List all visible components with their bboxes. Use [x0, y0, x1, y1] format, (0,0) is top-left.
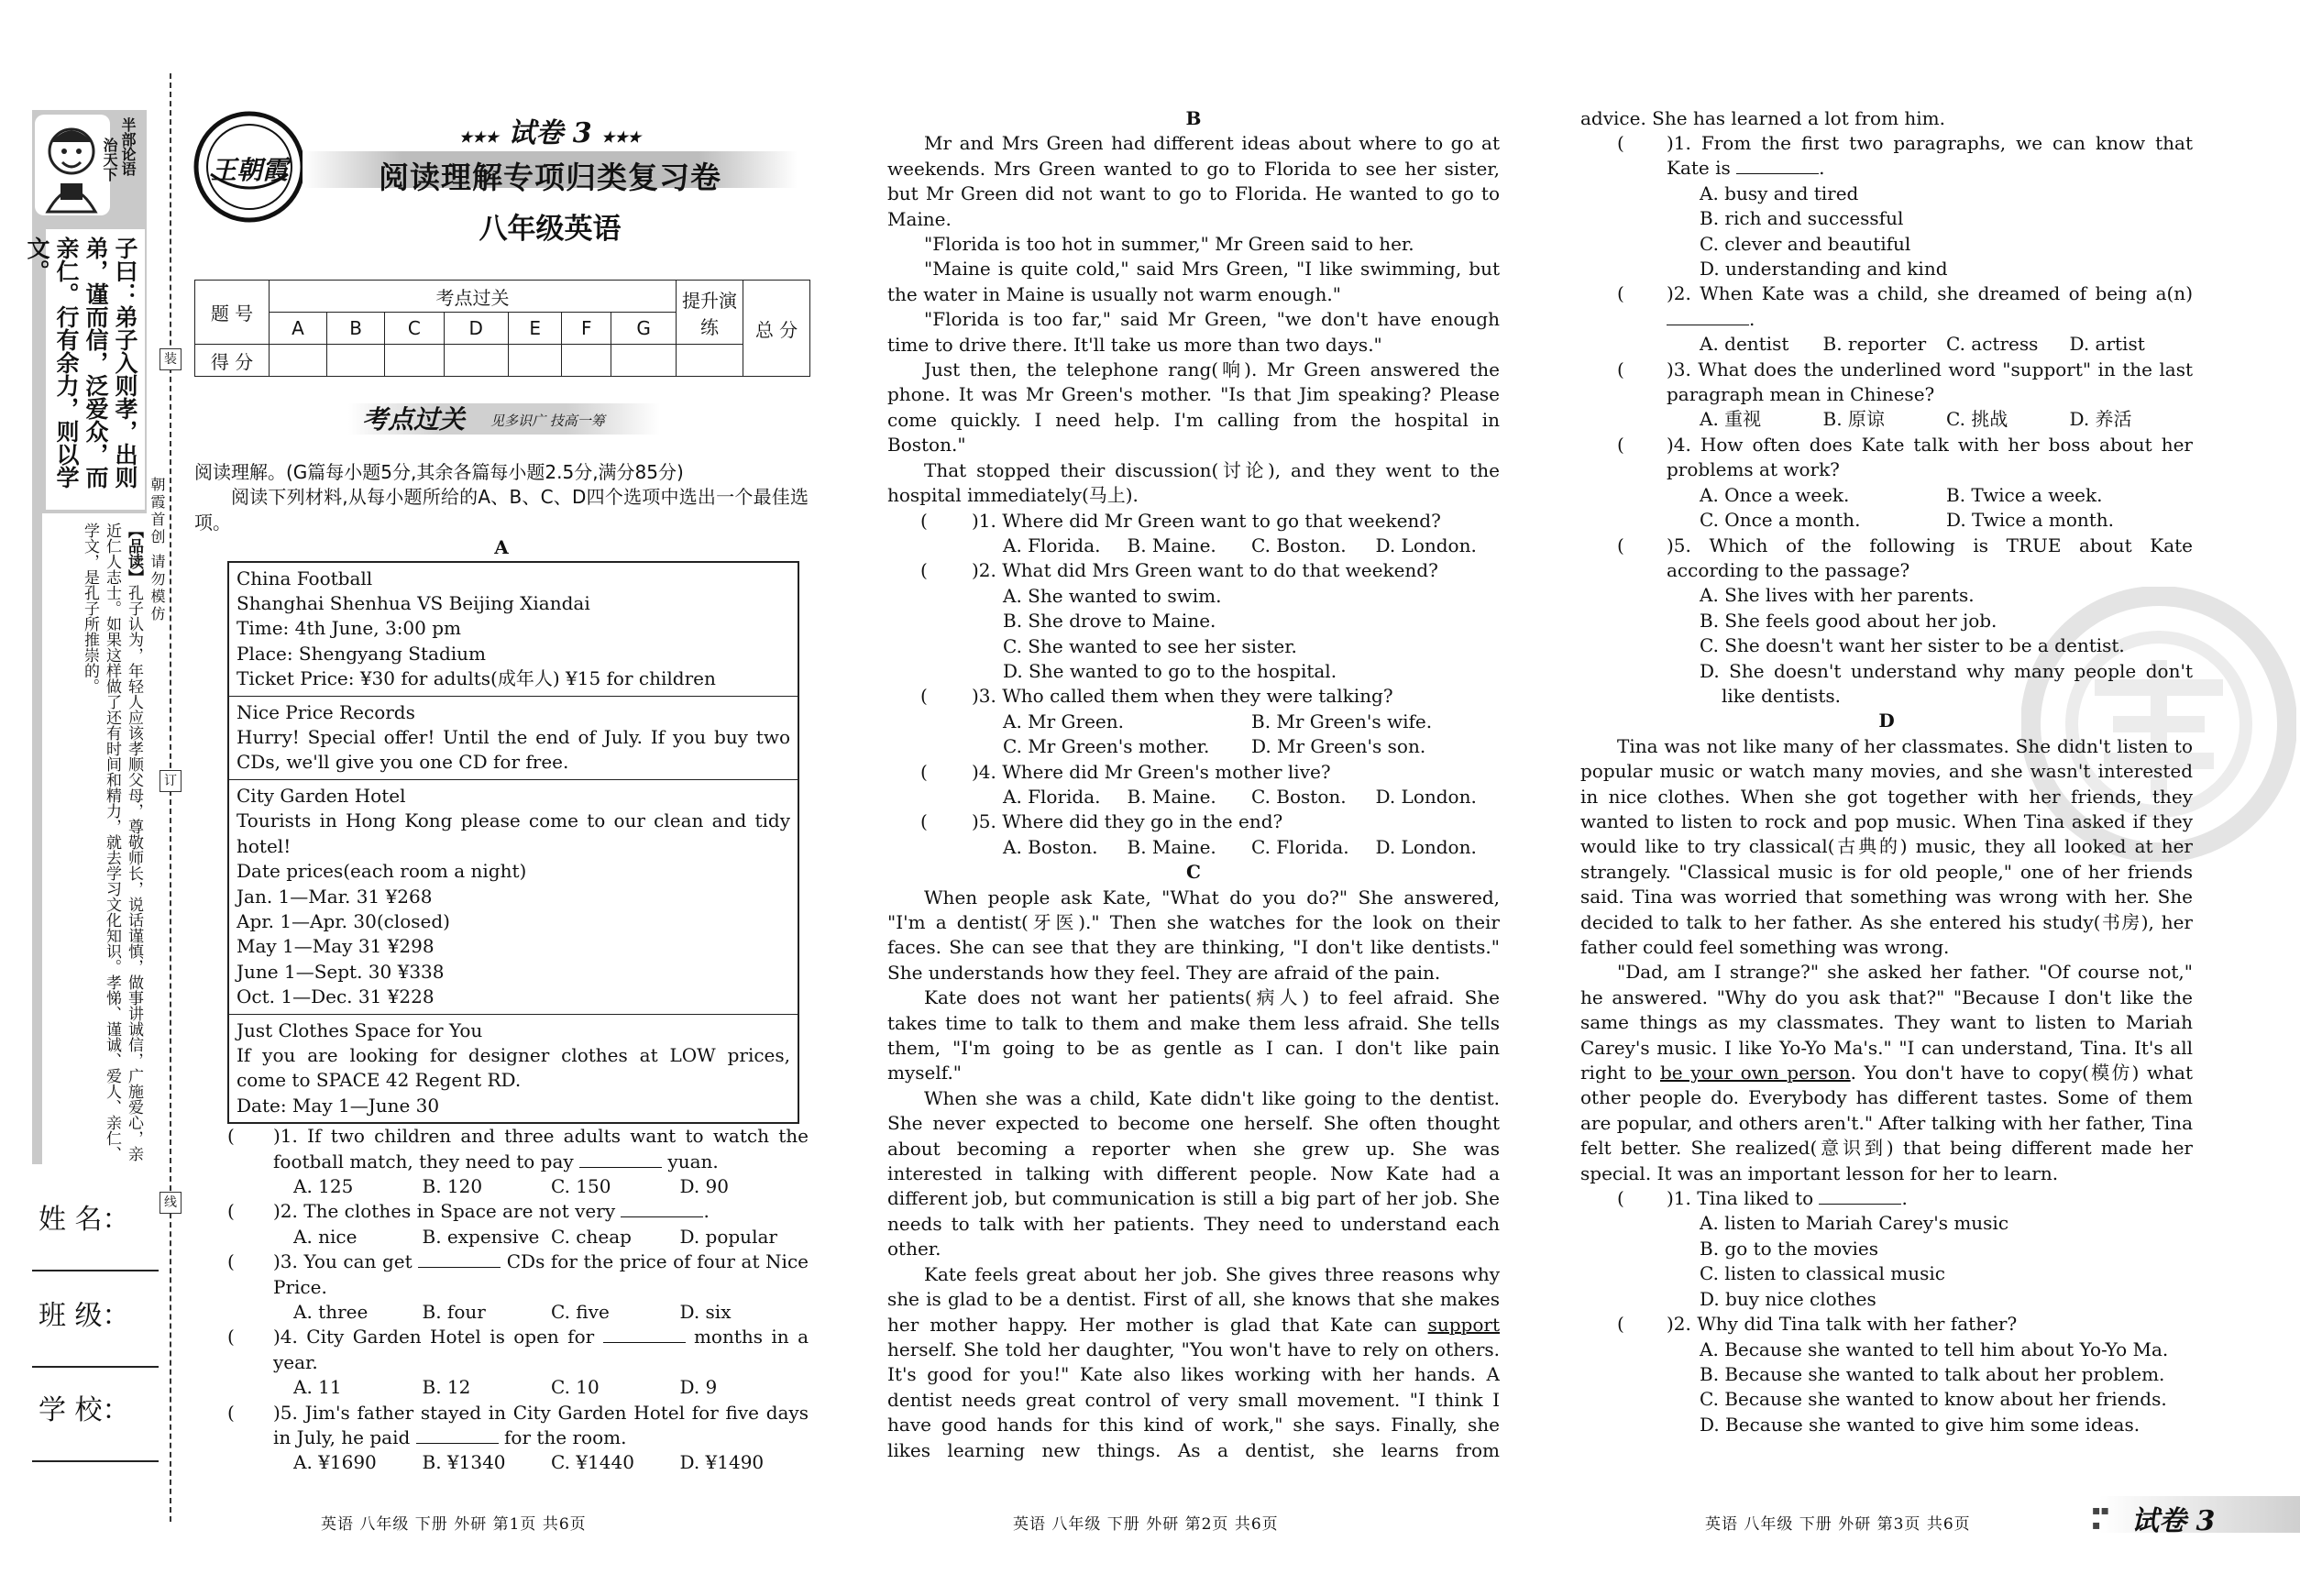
passage-b-label: B	[1185, 107, 1202, 129]
options: A. She lives with her parents. B. She feels good about her job. C. She doesn't want her sister to be a dentist. D. She doesn't understand why many people don't like dentists.	[1700, 584, 2193, 707]
options: A. Florida. B. Maine. C. Boston. D. London.	[1003, 785, 1477, 808]
passage-d-para-2: "Dad, am I strange?" she asked her father. "Of course not," he answered. "Why do you ask that?" "Because I don't like the same things as my classmates. They want to listen to Mariah Carey's music. I like Yo-Yo Ma's." "I can understand, Tina. It's all right to be your own person. You don't have to copy(模仿) what other people do. Everybody has different tastes. Some of them are popular, and others aren't." After talking with her father, Tina felt better. She realized(意识到) that being different made her special. It was an important lesson for her to learn.	[1580, 961, 2193, 1184]
passage-c-para: Kate does not want her patients(病人) to feel afraid. She takes time to talk to them and make them less afraid. She tells them, "I'm going to be as gentle as I can. I don't like pain myself."	[887, 986, 1500, 1084]
row-label-question-no: 题 号	[195, 281, 270, 345]
answer-slot[interactable]: (	[920, 685, 928, 708]
passage-d-label: D	[1878, 710, 1895, 732]
answer-slot[interactable]: (	[1617, 358, 1624, 380]
answer-slot[interactable]: (	[920, 760, 928, 783]
col-b: B	[327, 313, 385, 345]
options: A. Mr Green. B. Mr Green's wife.	[1003, 710, 1433, 732]
options: A. busy and tired B. rich and successful C. clever and beautiful D. understanding and kind	[1700, 182, 1948, 281]
ad-hotel: City Garden Hotel Tourists in Hong Kong please come to our clean and tidy hotel! Date prices(each room a night) Jan. 1—Mar. 31 ¥268 Apr. 1—Apr. 30(closed) May 1—May 31 ¥298 June 1—Sept. 30 ¥338 Oct. 1—Dec. 31 ¥228	[229, 780, 798, 1015]
question: ( )3. Who called them when they were talking?	[920, 684, 1500, 709]
answer-slot[interactable]: (	[227, 1125, 235, 1148]
answer-blank[interactable]	[579, 1150, 662, 1168]
class-field[interactable]	[32, 1366, 159, 1368]
answer-slot[interactable]: (	[227, 1250, 235, 1273]
answer-blank[interactable]	[603, 1326, 686, 1343]
passage-b-para: "Maine is quite cold," said Mrs Green, "I like swimming, but the water in Maine is usually not warm enough."	[887, 258, 1500, 305]
answer-blank[interactable]	[1667, 308, 1749, 325]
options: A. She wanted to swim. B. She drove to Maine. C. She wanted to see her sister. D. She wanted to go to the hospital.	[1003, 584, 1337, 682]
binding-mark-3: 线	[160, 1192, 182, 1214]
analects-commentary: 【品读】孔子认为，年轻人应该孝顺父母，尊敬师长，说话谨慎，做事讲诚信，广施爱心，亲近仁人志士。如果这样做了还有时间和精力，就去学习文化知识。孝悌、谨诚、爱人、亲仁、学文，是孔子所推崇的。	[42, 513, 149, 1173]
col-a: A	[270, 313, 327, 345]
name-field[interactable]	[32, 1270, 159, 1271]
passage-b-para: That stopped their discussion(讨论), and they went to the hospital immediately(马上).	[887, 458, 1500, 507]
answer-slot[interactable]: (	[1617, 282, 1624, 305]
ad-box	[227, 561, 799, 1125]
col-g: G	[611, 313, 677, 345]
footer-tag: 试卷 3	[2131, 1505, 2216, 1537]
answer-slot[interactable]: (	[1617, 132, 1624, 154]
column-1	[194, 460, 809, 1476]
score-cell[interactable]	[444, 345, 508, 377]
row-label-score: 得 分	[195, 345, 270, 377]
star-icon: ★★★	[458, 128, 499, 146]
ad-clothes: Just Clothes Space for You If you are looking for designer clothes at LOW prices, come to SPACE 42 Regent RD. Date: May 1—June 30	[237, 1018, 790, 1117]
score-cell[interactable]	[327, 345, 385, 377]
answer-blank[interactable]	[1819, 1187, 1901, 1205]
logo-text: 王朝霞	[210, 155, 288, 185]
question: ( )1. Tina liked to .	[1617, 1186, 2193, 1211]
options: C. Once a month. D. Twice a month.	[1700, 509, 2115, 532]
question: ( )2. When Kate was a child, she dreamed of being a(n) .	[1617, 281, 2193, 332]
score-cell[interactable]	[270, 345, 327, 377]
answer-slot[interactable]: (	[1617, 1187, 1624, 1210]
question: ( )5. Where did they go in the end?	[920, 809, 1500, 834]
passage-b-questions	[920, 509, 1500, 861]
col-c: C	[385, 313, 444, 345]
footer-page-2: 英语 八年级 下册 外研 第2页 共6页	[1013, 1515, 1279, 1534]
question: ( )4. How often does Kate talk with her boss about her problems at work?	[1617, 433, 2193, 483]
footer-tag-dots: ▪▪ ▪	[2092, 1503, 2109, 1533]
options: A. 重视 B. 原谅 C. 挑战 D. 养活	[1700, 408, 2132, 431]
col-f: F	[562, 313, 611, 345]
practice-label: 提升演练	[677, 281, 743, 345]
ad-records: Nice Price Records Hurry! Special offer! Until the end of July. If you buy two CDs, we'll give you one CD for free.	[229, 697, 798, 780]
school-label: 学 校：	[39, 1394, 130, 1426]
options: A. Florida. B. Maine. C. Boston. D. London.	[1003, 534, 1477, 556]
options: A. 125 B. 120 C. 150 D. 90	[293, 1174, 729, 1197]
question: ( )1. Where did Mr Green want to go that weekend?	[920, 509, 1500, 534]
question: ( )5. Which of the following is TRUE about Kate according to the passage?	[1617, 534, 2193, 584]
answer-blank[interactable]	[418, 1250, 501, 1268]
question: ( )1. From the first two paragraphs, we can know that Kate is .	[1617, 131, 2193, 182]
underlined-word: support	[1427, 1313, 1500, 1336]
passage-d-questions	[1617, 1186, 2193, 1437]
page-title: 阅读理解专项归类复习卷	[379, 160, 721, 195]
score-cell[interactable]	[562, 345, 611, 377]
answer-blank[interactable]	[416, 1426, 499, 1444]
question: ( )3. You can get CDs for the price of four at Nice Price.	[227, 1249, 809, 1300]
options: A. three B. four C. five D. six	[293, 1301, 732, 1323]
answer-slot[interactable]: (	[920, 559, 928, 582]
score-table	[194, 280, 810, 377]
answer-slot[interactable]: (	[1617, 534, 1624, 556]
instructions-1: 阅读理解。(G篇每小题5分,其余各篇每小题2.5分,满分85分)	[194, 461, 684, 483]
answer-slot[interactable]: (	[1617, 433, 1624, 456]
binding-line	[170, 73, 171, 1522]
score-cell[interactable]	[677, 345, 743, 377]
question: ( )2. Why did Tina talk with her father?	[1617, 1312, 2193, 1337]
options: A. dentist B. reporter C. actress D. artist	[1700, 333, 2145, 356]
passage-a-questions	[227, 1124, 809, 1476]
passage-b-para: "Florida is too hot in summer," Mr Green said to her.	[924, 233, 1414, 256]
binding-mark-2: 订	[160, 770, 182, 792]
group-label: 考点过关	[270, 281, 677, 313]
score-cell[interactable]	[385, 345, 444, 377]
exam-number: ★★★ 试卷 3 ★★★	[458, 117, 642, 149]
passage-b-para: Mr and Mrs Green had different ideas about where to go at weekends. Mrs Green wanted to go to Florida to see her sister, but Mr Green did not want to go to Florida. He wanted to go to Maine.	[887, 132, 1500, 230]
answer-slot[interactable]: (	[227, 1401, 235, 1424]
footer-page-3: 英语 八年级 下册 外研 第3页 共6页	[1705, 1515, 1971, 1534]
section-banner-tagline: 见多识广 技高一筹	[490, 413, 605, 429]
col-e: E	[508, 313, 562, 345]
section-banner-title: 考点过关	[362, 404, 466, 435]
ad-football: China Football Shanghai Shenhua VS Beijing Xiandai Time: 4th June, 3:00 pm Place: Shengyang Stadium Ticket Price: ¥30 for adults(成年人) ¥15 for children	[229, 563, 798, 697]
answer-slot[interactable]: (	[227, 1200, 235, 1223]
footer-page-1: 英语 八年级 下册 外研 第1页 共6页	[321, 1515, 587, 1534]
analects-quote: 子曰：弟子入则孝，出则弟，谨而信，泛爱众，而亲仁。行有余力，则以学文。	[46, 229, 145, 510]
motto-small-2: 治天下	[101, 138, 118, 182]
question: ( )2. The clothes in Space are not very .	[227, 1199, 809, 1224]
answer-slot[interactable]: (	[227, 1326, 235, 1348]
school-field[interactable]	[32, 1460, 159, 1462]
score-cell[interactable]	[611, 345, 677, 377]
options: C. Mr Green's mother. D. Mr Green's son.	[1003, 735, 1426, 758]
answer-slot[interactable]: (	[920, 509, 928, 532]
passage-b-para: "Florida is too far," said Mr Green, "we don't have enough time to drive there. It'll take us more than two days."	[887, 308, 1500, 356]
question: ( )5. Jim's father stayed in City Garden Hotel for five days in July, he paid for the room.	[227, 1401, 809, 1451]
question: ( )1. If two children and three adults want to watch the football match, they need to pay yuan.	[227, 1124, 809, 1174]
options: A. ¥1690 B. ¥1340 C. ¥1440 D. ¥1490	[293, 1451, 765, 1474]
column-3	[1580, 106, 2193, 1437]
question: ( )3. What does the underlined word "support" in the last paragraph mean in Chinese?	[1617, 358, 2193, 408]
passage-b-para: Just then, the telephone rang(响). Mr Green answered the phone. It was Mr Green's mother. "Is that Jim speaking? Please come quickly. I need help. I'm calling from the hospital in Boston."	[887, 358, 1500, 457]
options: A. nice B. expensive C. cheap D. popular	[293, 1225, 777, 1248]
score-cell[interactable]	[508, 345, 562, 377]
question: ( )2. What did Mrs Green want to do that weekend?	[920, 558, 1500, 583]
passage-a-label: A	[494, 536, 509, 559]
options: A. listen to Mariah Carey's music B. go to the movies C. listen to classical music D. buy nice clothes	[1700, 1212, 2009, 1310]
passage-c-questions	[1617, 131, 2193, 709]
passage-c-label: C	[1186, 861, 1201, 884]
binding-mark-1: 装	[160, 348, 182, 370]
question: ( )4. City Garden Hotel is open for months in a year.	[227, 1325, 809, 1375]
class-label: 班 级：	[39, 1300, 130, 1332]
logo	[193, 110, 307, 225]
options: A. Because she wanted to tell him about Yo-Yo Ma. B. Because she wanted to talk about her problem. C. Because she wanted to know about her friends. D. Because she wanted to give him some ideas.	[1700, 1337, 2169, 1436]
options: A. 11 B. 12 C. 10 D. 9	[293, 1376, 718, 1399]
answer-slot[interactable]: (	[1617, 1313, 1624, 1336]
options: A. Boston. B. Maine. C. Florida. D. London.	[1003, 835, 1477, 858]
answer-blank[interactable]	[1736, 157, 1819, 174]
sidebar	[0, 0, 177, 1596]
motto-small: 半部论语	[119, 117, 137, 176]
passage-c-continued: advice. She has learned a lot from him.	[1580, 107, 1946, 129]
question: ( )4. Where did Mr Green's mother live?	[920, 760, 1500, 785]
star-icon: ★★★	[601, 128, 642, 146]
name-label: 姓 名：	[39, 1204, 130, 1236]
instructions-2: 阅读下列材料,从每小题所给的A、B、C、D四个选项中选出一个最佳选项。	[194, 486, 809, 534]
total-label: 总 分	[743, 281, 810, 377]
passage-c-para: When she was a child, Kate didn't like going to the dentist. She never expected to become one herself. She often thought about becoming a reporter when she grew up. She was interested in talking with different people. Now Kate had a different job, but communication is still a big part of her job. She needs to talk with her patients. They need to understand each other.	[887, 1086, 1500, 1260]
column-2	[887, 106, 1500, 1462]
answer-slot[interactable]: (	[920, 810, 928, 833]
passage-c-para: When people ask Kate, "What do you do?" She answered, "I'm a dentist(牙医)." Then she watches for the look on their faces. She can see that they are thinking, "I don't like dentists." She understands how they feel. They are afraid of the pain.	[887, 886, 1500, 984]
passage-d-para: Tina was not like many of her classmates. She didn't listen to popular music or watch many movies, and she wasn't interested in nice clothes. When she got together with her friends, they wanted to listen to rock and pop music. When Tina asked if they would like to try classical(古典的) music, they all looked at her strangely. "Classical music is for old people," one of her friends said. Tina was worried that something was wrong with her. She decided to talk to her father. As she entered his study(书房), her father could feel something was wrong.	[1580, 734, 2193, 958]
passage-c-para-4: Kate feels great about her job. She gives three reasons why she is glad to be a dentist. First of all, she knows that she makes her mother happy. Her mother is glad that Kate can support herself. She told her daughter, "You won't have to rely on others. It's good for you!" Kate also likes working with her hands. A dentist needs great control of very small movement. "I think I have good hands for this kind of work," she says. Finally, she likes learning new things. As a dentist, she learns from	[887, 1262, 1500, 1461]
options: A. Once a week. B. Twice a week.	[1700, 483, 2103, 506]
answer-blank[interactable]	[621, 1200, 703, 1217]
underlined-phrase: be your own person	[1659, 1062, 1851, 1084]
col-d: D	[444, 313, 508, 345]
brand-vertical: 朝霞首创 请勿模仿	[149, 477, 166, 624]
page-subtitle: 八年级英语	[479, 213, 622, 246]
